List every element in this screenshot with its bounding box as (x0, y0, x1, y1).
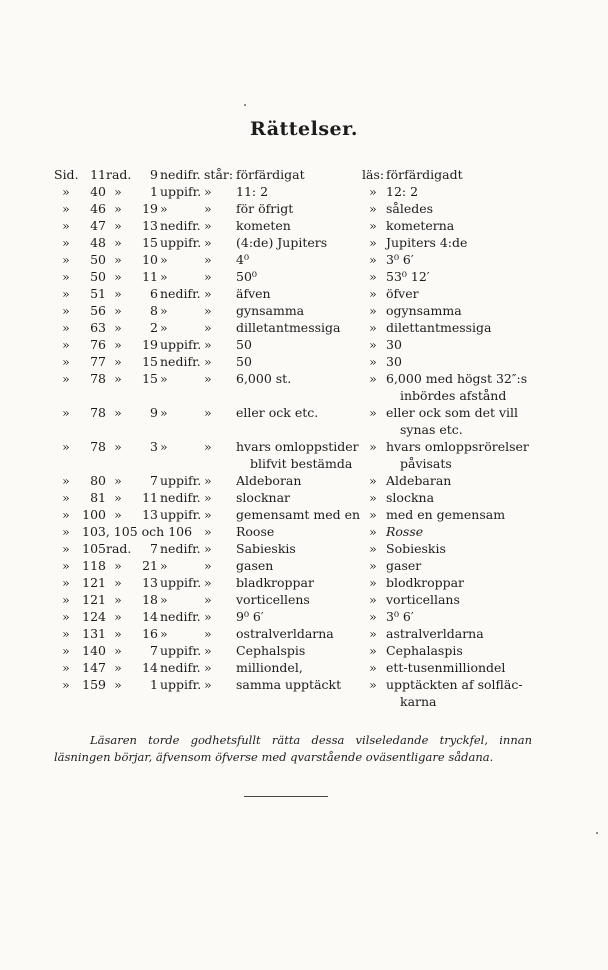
direction: » (160, 592, 168, 607)
corrected-text-continued: synas etc. (400, 422, 463, 437)
star-mark: » (204, 677, 212, 692)
line-number: 15 (142, 354, 158, 369)
erroneous-text: 4⁰ (236, 252, 249, 267)
erroneous-text: Cephalspis (236, 643, 306, 658)
erroneous-text: bladkroppar (236, 575, 314, 590)
star-mark: » (204, 218, 212, 233)
rad-label: » (114, 371, 122, 386)
errata-row (0, 404, 608, 437)
errata-row (0, 523, 608, 540)
sid-mark: » (62, 626, 70, 641)
direction: nedifr. (160, 286, 201, 301)
direction: nedifr. (160, 609, 201, 624)
las-mark: » (369, 643, 377, 658)
star-mark: » (204, 337, 212, 352)
star-mark: » (204, 473, 212, 488)
las-mark: » (369, 524, 377, 539)
rad-label: » (114, 252, 122, 267)
sid-mark: » (62, 320, 70, 335)
star-mark: » (204, 201, 212, 216)
rad-label: » (114, 354, 122, 369)
star-mark: » (204, 490, 212, 505)
page-number: 11 (90, 167, 106, 182)
corrected-text: gaser (386, 558, 422, 573)
rad-label: » (114, 473, 122, 488)
sid-mark: » (62, 507, 70, 522)
line-number: 9 (150, 405, 158, 420)
star-mark: » (204, 507, 212, 522)
las-mark: » (369, 660, 377, 675)
sid-mark: » (62, 252, 70, 267)
rad-label: » (114, 575, 122, 590)
direction: » (160, 439, 168, 454)
rad-label: rad. (106, 541, 132, 556)
rad-label: » (114, 439, 122, 454)
direction: nedifr. (160, 490, 201, 505)
direction: uppifr. (160, 643, 202, 658)
errata-row-continuation (0, 693, 608, 710)
line-number: 21 (142, 558, 158, 573)
rad-label: » (114, 507, 122, 522)
sid-mark: » (62, 405, 70, 420)
errata-row (0, 217, 608, 234)
corrected-text: förfärdigadt (386, 167, 463, 182)
erroneous-text: milliondel, (236, 660, 303, 675)
closing-rule (244, 796, 328, 797)
las-mark: » (369, 541, 377, 556)
rad-label: » (114, 337, 122, 352)
direction: uppifr. (160, 235, 202, 250)
erroneous-text: Roose (236, 524, 275, 539)
errata-row (0, 285, 608, 302)
erroneous-text-continued: blifvit bestämda (250, 456, 353, 471)
sid-mark: » (62, 660, 70, 675)
star-mark: » (204, 575, 212, 590)
line-number: 14 (142, 609, 158, 624)
line-number: 15 (142, 371, 158, 386)
direction: uppifr. (160, 677, 202, 692)
line-number: 6 (150, 286, 158, 301)
sid-label: Sid. (54, 167, 79, 182)
sid-mark: » (62, 286, 70, 301)
page-number: 77 (90, 354, 106, 369)
errata-row (0, 438, 608, 471)
corrected-text: Jupiters 4:de (386, 235, 468, 250)
line-number: 7 (150, 473, 158, 488)
rad-label: » (114, 626, 122, 641)
las-mark: » (369, 320, 377, 335)
corrected-text: 6,000 med högst 32″:s (386, 371, 528, 386)
las-mark: » (369, 303, 377, 318)
star-mark: » (204, 592, 212, 607)
line-number: 13 (142, 575, 158, 590)
line-number: 10 (142, 252, 158, 267)
corrected-text: med en gemensam (386, 507, 506, 522)
line-number: 18 (142, 592, 158, 607)
page-number: 81 (90, 490, 106, 505)
rad-label: rad. (106, 167, 132, 182)
corrected-text: Rosse (386, 524, 424, 539)
direction: » (160, 303, 168, 318)
direction: uppifr. (160, 473, 202, 488)
sid-mark: » (62, 218, 70, 233)
errata-row (0, 506, 608, 523)
corrected-text: eller ock som det vill (386, 405, 519, 420)
sid-mark: » (62, 269, 70, 284)
rad-label: » (114, 235, 122, 250)
errata-row (0, 183, 608, 200)
page-number: 121 (82, 592, 106, 607)
direction: » (160, 405, 168, 420)
corrected-text: Sobieskis (386, 541, 446, 556)
page-number: 121 (82, 575, 106, 590)
corrected-text: upptäckten af solfläc- (386, 677, 523, 692)
page-number: 47 (90, 218, 106, 233)
direction: » (160, 320, 168, 335)
erroneous-text: gasen (236, 558, 274, 573)
corrected-text: blodkroppar (386, 575, 465, 590)
errata-row (0, 591, 608, 608)
erroneous-text: äfven (236, 286, 271, 301)
las-mark: » (369, 439, 377, 454)
corrected-text: slockna (386, 490, 435, 505)
las-mark: » (369, 558, 377, 573)
erroneous-text: Sabieskis (236, 541, 296, 556)
sid-mark: » (62, 337, 70, 352)
page-number: 103, 105 och 106 (82, 524, 193, 539)
erroneous-text: samma upptäckt (236, 677, 342, 692)
direction: uppifr. (160, 507, 202, 522)
errata-row (0, 251, 608, 268)
corrected-text: således (386, 201, 434, 216)
line-number: 11 (142, 490, 158, 505)
rad-label: » (114, 405, 122, 420)
errata-row (0, 353, 608, 370)
corrected-text: Cephalaspis (386, 643, 463, 658)
las-mark: » (369, 626, 377, 641)
erroneous-text: (4:de) Jupiters (236, 235, 328, 250)
corrected-text: vorticellans (386, 592, 460, 607)
star-mark: » (204, 524, 212, 539)
page-number: 78 (90, 405, 106, 420)
errata-row (0, 489, 608, 506)
las-mark: » (369, 252, 377, 267)
sid-mark: » (62, 371, 70, 386)
corrected-text: dilettantmessiga (386, 320, 492, 335)
sid-mark: » (62, 643, 70, 658)
corrected-text: 12: 2 (386, 184, 419, 199)
las-mark: » (369, 507, 377, 522)
erroneous-text: 50 (236, 337, 252, 352)
errata-row (0, 659, 608, 676)
page-number: 159 (82, 677, 106, 692)
corrected-text: 53⁰ 12′ (386, 269, 430, 284)
las-mark: » (369, 490, 377, 505)
rad-label: » (114, 201, 122, 216)
page-number: 78 (90, 439, 106, 454)
page-number: 124 (82, 609, 106, 624)
las-mark: » (369, 184, 377, 199)
direction: uppifr. (160, 337, 202, 352)
erroneous-text: dilletantmessiga (236, 320, 341, 335)
errata-row (0, 200, 608, 217)
erroneous-text: 9⁰ 6′ (236, 609, 264, 624)
rad-label: » (114, 303, 122, 318)
errata-row (0, 608, 608, 625)
line-number: 1 (150, 677, 158, 692)
sid-mark: » (62, 473, 70, 488)
star-mark: » (204, 609, 212, 624)
sid-mark: » (62, 354, 70, 369)
corrected-text: 3⁰ 6′ (386, 609, 414, 624)
errata-row (0, 642, 608, 659)
las-mark: » (369, 575, 377, 590)
page-number: 147 (82, 660, 106, 675)
line-number: 16 (142, 626, 158, 641)
page-number: 63 (90, 320, 106, 335)
erroneous-text: för öfrigt (236, 201, 294, 216)
line-number: 19 (142, 201, 158, 216)
direction: » (160, 201, 168, 216)
star-mark: » (204, 558, 212, 573)
corrected-text: kometerna (386, 218, 455, 233)
star-mark: » (204, 184, 212, 199)
erroneous-text: vorticellens (236, 592, 310, 607)
line-number: 7 (150, 541, 158, 556)
sid-mark: » (62, 184, 70, 199)
rad-label: » (114, 592, 122, 607)
corrected-text-continued: påvisats (400, 456, 452, 471)
star-mark: » (204, 541, 212, 556)
rad-label: » (114, 660, 122, 675)
las-mark: » (369, 609, 377, 624)
page-number: 76 (90, 337, 106, 352)
errata-row (0, 676, 608, 709)
las-mark: » (369, 354, 377, 369)
line-number: 13 (142, 218, 158, 233)
erroneous-text: 11: 2 (236, 184, 269, 199)
errata-row-continuation (0, 421, 608, 438)
errata-row (0, 302, 608, 319)
star-mark: » (204, 439, 212, 454)
star-mark: » (204, 660, 212, 675)
rad-label: » (114, 320, 122, 335)
las-mark: » (369, 218, 377, 233)
rad-label: » (114, 643, 122, 658)
corrected-text: Aldebaran (386, 473, 452, 488)
sid-mark: » (62, 439, 70, 454)
sid-mark: » (62, 558, 70, 573)
star-mark: » (204, 303, 212, 318)
las-mark: » (369, 337, 377, 352)
las-label: läs: (362, 167, 385, 182)
las-mark: » (369, 473, 377, 488)
erroneous-text: hvars omloppstider (236, 439, 359, 454)
erroneous-text: ostralverldarna (236, 626, 334, 641)
corrected-text: 30 (386, 337, 402, 352)
las-mark: » (369, 405, 377, 420)
errata-row (0, 472, 608, 489)
errata-row-continuation (0, 387, 608, 404)
las-mark: » (369, 201, 377, 216)
las-mark: » (369, 592, 377, 607)
direction: » (160, 269, 168, 284)
direction: nedifr. (160, 218, 201, 233)
las-mark: » (369, 235, 377, 250)
star-mark: » (204, 626, 212, 641)
erroneous-text: 6,000 st. (236, 371, 292, 386)
corrected-text-continued: karna (400, 694, 437, 709)
errata-header-row (0, 166, 608, 183)
errata-row (0, 370, 608, 403)
line-number: 13 (142, 507, 158, 522)
reader-note: Läsaren torde godhetsfullt rätta dessa vilseledande tryckfel, innan läsningen börjar, äfvensom öfverse med qvarstående oväsentligare sådana. (54, 733, 532, 764)
page-title: Rättelser. (249, 118, 359, 140)
rad-label: » (114, 269, 122, 284)
page-number: 100 (82, 507, 106, 522)
print-speck (596, 832, 598, 834)
page-number: 78 (90, 371, 106, 386)
line-number: 7 (150, 643, 158, 658)
line-number: 19 (142, 337, 158, 352)
direction: nedifr. (160, 541, 201, 556)
page-number: 46 (90, 201, 106, 216)
erroneous-text: Aldeboran (236, 473, 302, 488)
direction: nedifr. (160, 354, 201, 369)
star-mark: » (204, 252, 212, 267)
direction: uppifr. (160, 184, 202, 199)
errata-row (0, 540, 608, 557)
direction: » (160, 626, 168, 641)
direction: nedifr. (160, 660, 201, 675)
sid-mark: » (62, 303, 70, 318)
page-number: 105 (82, 541, 106, 556)
sid-mark: » (62, 490, 70, 505)
rad-label: » (114, 218, 122, 233)
corrected-text: hvars omloppsrörelser (386, 439, 529, 454)
las-mark: » (369, 286, 377, 301)
errata-row (0, 625, 608, 642)
star-mark: » (204, 286, 212, 301)
page-number: 131 (82, 626, 106, 641)
page-number: 118 (82, 558, 106, 573)
errata-row (0, 336, 608, 353)
rad-label: » (114, 490, 122, 505)
star-mark: » (204, 235, 212, 250)
corrected-text-continued: inbördes afstånd (400, 388, 507, 403)
rad-label: » (114, 609, 122, 624)
direction: » (160, 558, 168, 573)
sid-mark: » (62, 677, 70, 692)
erroneous-text: gemensamt med en (236, 507, 361, 522)
star-mark: » (204, 371, 212, 386)
line-number: 8 (150, 303, 158, 318)
las-mark: » (369, 677, 377, 692)
errata-row (0, 557, 608, 574)
page-number: 80 (90, 473, 106, 488)
erroneous-text: 50 (236, 354, 252, 369)
errata-row (0, 574, 608, 591)
page-number: 50 (90, 252, 106, 267)
erroneous-text: gynsamma (236, 303, 305, 318)
sid-mark: » (62, 201, 70, 216)
sid-mark: » (62, 609, 70, 624)
page-number: 51 (90, 286, 106, 301)
star-label: står: (204, 167, 234, 182)
erroneous-text: 50⁰ (236, 269, 257, 284)
line-number: 2 (150, 320, 158, 335)
sid-mark: » (62, 541, 70, 556)
page-number: 50 (90, 269, 106, 284)
corrected-text: 3⁰ 6′ (386, 252, 414, 267)
rad-label: » (114, 184, 122, 199)
line-number: 14 (142, 660, 158, 675)
corrected-text: astralverldarna (386, 626, 484, 641)
rad-label: » (114, 558, 122, 573)
rad-label: » (114, 286, 122, 301)
star-mark: » (204, 354, 212, 369)
erroneous-text: slocknar (236, 490, 290, 505)
sid-mark: » (62, 575, 70, 590)
corrected-text: 30 (386, 354, 402, 369)
page-number: 40 (90, 184, 106, 199)
corrected-text: ogynsamma (386, 303, 462, 318)
print-speck (244, 104, 246, 106)
errata-row (0, 319, 608, 336)
page-number: 56 (90, 303, 106, 318)
sid-mark: » (62, 592, 70, 607)
rad-label: » (114, 677, 122, 692)
las-mark: » (369, 269, 377, 284)
line-number: 1 (150, 184, 158, 199)
star-mark: » (204, 320, 212, 335)
errata-row (0, 234, 608, 251)
direction: » (160, 371, 168, 386)
erroneous-text: kometen (236, 218, 291, 233)
corrected-text: ett-tusenmilliondel (386, 660, 506, 675)
sid-mark: » (62, 524, 70, 539)
sid-mark: » (62, 235, 70, 250)
direction: uppifr. (160, 575, 202, 590)
line-number: 9 (150, 167, 158, 182)
line-number: 11 (142, 269, 158, 284)
page-number: 48 (90, 235, 106, 250)
line-number: 15 (142, 235, 158, 250)
erroneous-text: eller ock etc. (236, 405, 319, 420)
page-number: 140 (82, 643, 106, 658)
errata-row-continuation (0, 455, 608, 472)
line-number: 3 (150, 439, 158, 454)
direction: nedifr. (160, 167, 201, 182)
star-mark: » (204, 269, 212, 284)
errata-row (0, 268, 608, 285)
corrected-text: öfver (386, 286, 419, 301)
star-mark: » (204, 405, 212, 420)
las-mark: » (369, 371, 377, 386)
star-mark: » (204, 643, 212, 658)
erroneous-text: förfärdigat (236, 167, 305, 182)
direction: » (160, 252, 168, 267)
